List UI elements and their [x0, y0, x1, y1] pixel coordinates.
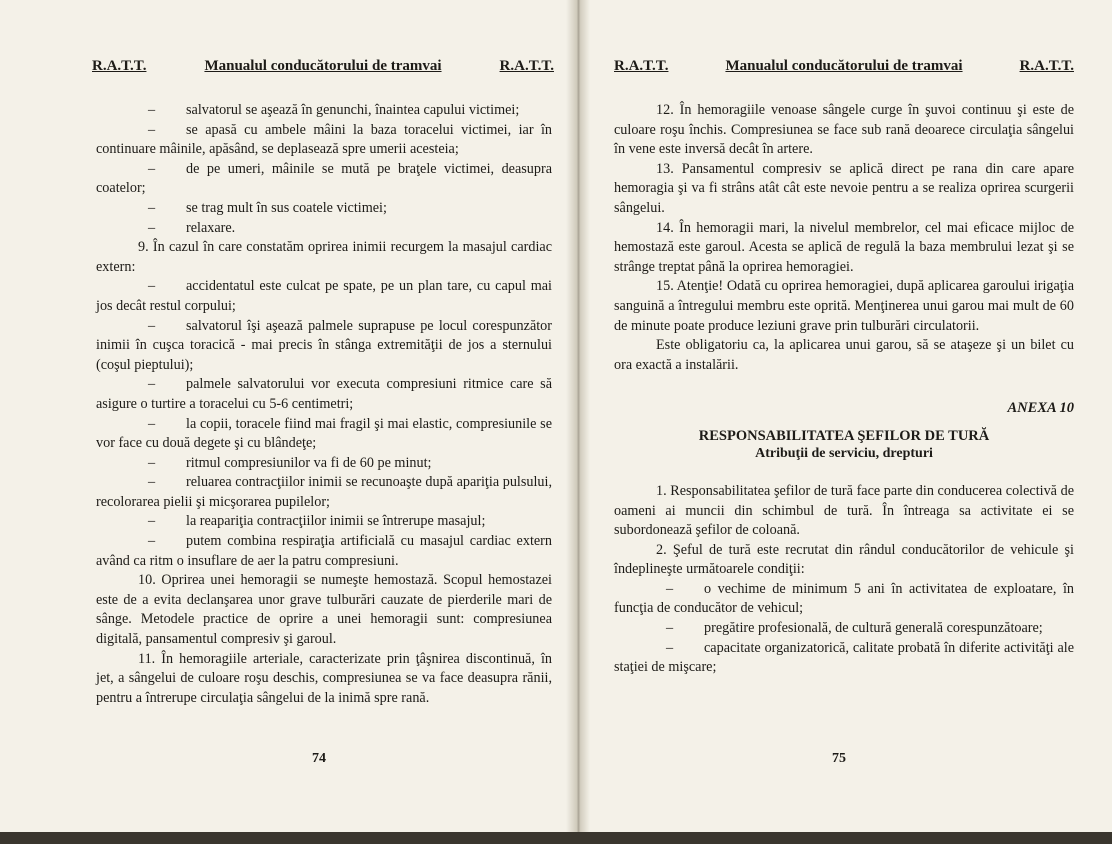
- paragraph: 13. Pansamentul compresiv se aplică direct pe rana din care apare hemoragia şi va fi strâns atât cât este nevoie pentru a se realiza oprirea scurgerii sângelui.: [614, 160, 1074, 216]
- header-org-right: R.A.T.T.: [1019, 58, 1074, 74]
- list-item: – salvatorul îşi aşează palmele suprapuse pe locul corespunzător inimii în cuşca toracică - mai precis în stânga extremităţii de jos a sternului (coşul pieptului);: [96, 317, 552, 376]
- left-page-body: [96, 101, 552, 708]
- paragraph: 11. În hemoragiile arteriale, caracterizate prin ţâşnirea discontinuă, în jet, a sângelui de culoare roşu deschis, compresiunea se va face deasupra rănii, pentru a întrerupe circulaţia sângelui de la inimă spre rană.: [96, 650, 552, 706]
- list-item: – accidentatul este culcat pe spate, pe un plan tare, cu capul mai jos decât restul corpului;: [96, 277, 552, 316]
- list-item: – se apasă cu ambele mâini la baza toracelui victimei, iar în continuare mâinile, apăsând, se deplasează spre umerii acesteia;: [96, 121, 552, 160]
- header-title: Manualul conducătorului de tramvai: [204, 58, 442, 74]
- list-item: – putem combina respiraţia artificială cu masajul cardiac extern având ca ritm o insuflare de aer la patru compresiuni.: [96, 532, 552, 571]
- paragraph: 14. În hemoragii mari, la nivelul membrelor, cel mai eficace mijloc de hemostază este garoul. Acesta se aplică de regulă la baza membrului lezat şi se strânge treptat până la oprirea hemoragiei.: [614, 219, 1074, 275]
- section-subtitle: Atribuţii de serviciu, drepturi: [755, 445, 933, 461]
- right-page-header: [614, 58, 1074, 78]
- list-item: – se trag mult în sus coatele victimei;: [96, 199, 552, 219]
- header-org-left: R.A.T.T.: [614, 58, 669, 74]
- book-gutter: [566, 0, 590, 832]
- left-page-header: [92, 58, 554, 78]
- right-page-body: [614, 101, 1074, 678]
- section-title: RESPONSABILITATEA ŞEFILOR DE TURĂ: [698, 427, 990, 444]
- list-item: – capacitate organizatorică, calitate probată în diferite activităţi ale staţiei de mişcare;: [614, 639, 1074, 678]
- paragraph: 12. În hemoragiile venoase sângele curge în şuvoi continuu şi este de culoare roşu închis. Compresiunea se face sub rană deoarece circulaţia sângelui în vene este inversă decât în artere.: [614, 102, 1074, 158]
- list-item: – ritmul compresiunilor va fi de 60 pe minut;: [96, 454, 552, 474]
- list-item: – o vechime de minimum 5 ani în activitatea de exploatare, în funcţia de conducător de vehicul;: [614, 580, 1074, 619]
- list-item: – pregătire profesională, de cultură generală corespunzătoare;: [614, 619, 1074, 639]
- list-item: – de pe umeri, mâinile se mută pe braţele victimei, deasupra coatelor;: [96, 160, 552, 199]
- list-item: – la copii, toracele fiind mai fragil şi mai elastic, compresiunile se vor face cu două degete şi cu blândeţe;: [96, 415, 552, 454]
- list-item: – relaxare.: [96, 219, 552, 239]
- annex-label: ANEXA 10: [1007, 400, 1074, 417]
- page-number-right: 75: [832, 751, 846, 766]
- paragraph: 15. Atenţie! Odată cu oprirea hemoragiei, după aplicarea garoului irigaţia sanguină a întregului membru este oprită. Menţinerea unui garou mai mult de 60 de minute poate produce leziuni grave prin tulburări circulatorii.: [614, 278, 1074, 334]
- paragraph: Este obligatoriu ca, la aplicarea unui garou, să se ataşeze şi un bilet cu ora exactă a instalării.: [614, 337, 1074, 373]
- paragraph: 1. Responsabilitatea şefilor de tură face parte din conducerea colectivă de oameni ai muncii din schimbul de tură. În întreaga sa activitate ei se subordonează şefilor de coloană.: [614, 482, 1074, 539]
- page-edge-shadow: [0, 832, 1112, 844]
- list-item: – reluarea contracţiilor inimii se recunoaşte după apariţia pulsului, recolorarea pielii şi micşorarea pupilelor;: [96, 473, 552, 512]
- list-item: – salvatorul se aşează în genunchi, înaintea capului victimei;: [96, 101, 552, 121]
- paragraph: 10. Oprirea unei hemoragii se numeşte hemostază. Scopul hemostazei este de a evita declanşarea unor grave tulburări cauzate de pierderile mari de sânge. Metodele practice de oprire a unei hemoragii sunt: compresiunea digitală, pansamentul compresiv şi garoul.: [96, 572, 552, 648]
- right-page: [578, 0, 1112, 832]
- paragraph: 9. În cazul în care constatăm oprirea inimii recurgem la masajul cardiac extern:: [96, 239, 552, 275]
- paragraph: 2. Şeful de tură este recrutat din rândul conducătorilor de vehicule şi îndeplineşte următoarele condiţii:: [614, 541, 1074, 578]
- header-org-left: R.A.T.T.: [92, 58, 147, 74]
- page-number-left: 74: [312, 751, 326, 766]
- header-title: Manualul conducătorului de tramvai: [725, 58, 963, 74]
- list-item: – la reapariţia contracţiilor inimii se întrerupe masajul;: [96, 512, 552, 532]
- list-item: – palmele salvatorului vor executa compresiuni ritmice care să asigure o turtire a toracelui cu 5-6 centimetri;: [96, 375, 552, 414]
- header-org-right: R.A.T.T.: [499, 58, 554, 74]
